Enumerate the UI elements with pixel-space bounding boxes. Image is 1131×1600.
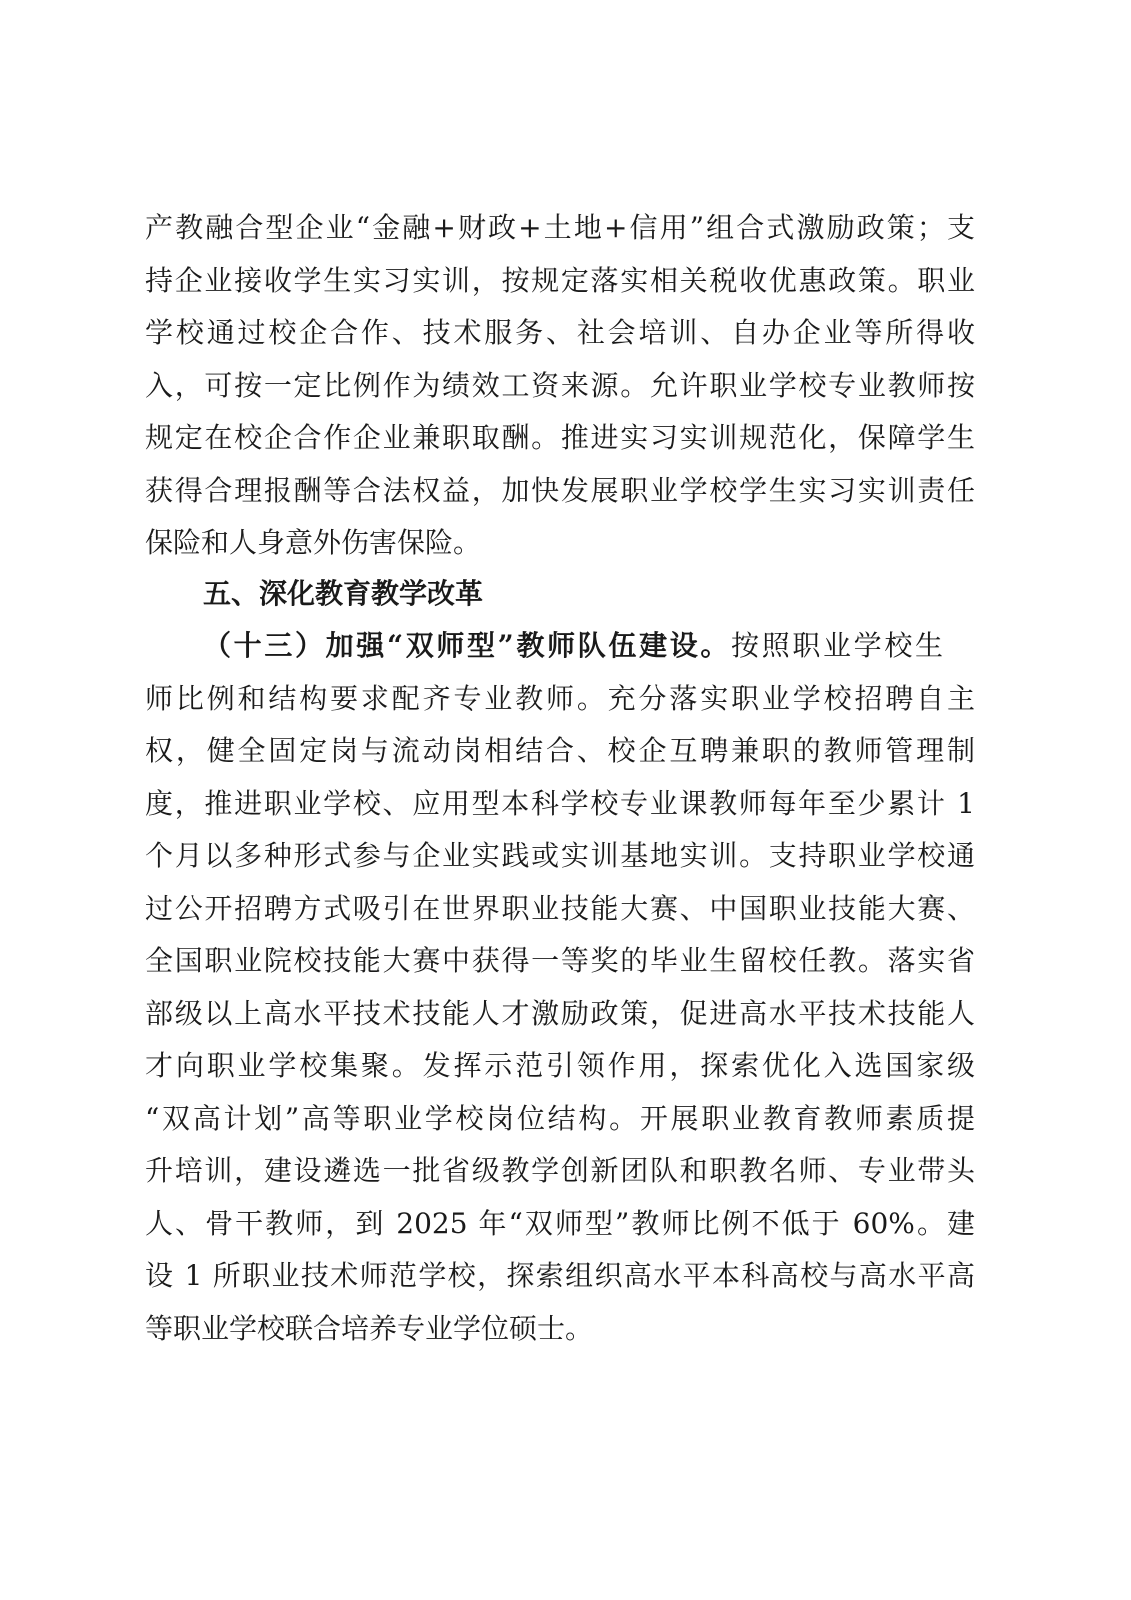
body-text-line: 师比例和结构要求配齐专业教师。充分落实职业学校招聘自主 [145,682,975,715]
body-text-line: 度，推进职业学校、应用型本科学校专业课教师每年至少累计 1 [145,787,975,820]
body-text-line: 全国职业院校技能大赛中获得一等奖的毕业生留校任教。落实省 [145,944,975,977]
body-text-line: 个月以多种形式参与企业实践或实训基地实训。支持职业学校通 [145,839,975,872]
body-text-line: 人、骨干教师，到 2025 年“双师型”教师比例不低于 60%。建 [145,1207,975,1240]
body-text-line: 才向职业学校集聚。发挥示范引领作用，探索优化入选国家级 [145,1049,975,1082]
body-text-line: 权，健全固定岗与流动岗相结合、校企互聘兼职的教师管理制 [145,734,975,767]
body-text-line: “双高计划”高等职业学校岗位结构。开展职业教育教师素质提 [145,1102,975,1135]
body-text-line: 设 1 所职业技术师范学校，探索组织高水平本科高校与高水平高 [145,1259,975,1292]
body-text-line: 持企业接收学生实习实训，按规定落实相关税收优惠政策。职业 [145,264,975,297]
body-text-line: 等职业学校联合培养专业学位硕士。 [145,1312,594,1345]
body-text-line: 入，可按一定比例作为绩效工资来源。允许职业学校专业教师按 [145,369,975,402]
subsection-heading: （十三）加强“双师型”教师队伍建设。 [203,629,732,662]
body-text-line: 获得合理报酬等合法权益，加快发展职业学校学生实习实训责任 [145,474,975,507]
body-text-line: 升培训，建设遴选一批省级教学创新团队和职教名师、专业带头 [145,1154,975,1187]
body-text-line: 学校通过校企合作、技术服务、社会培训、自办企业等所得收 [145,316,975,349]
body-text-line: 部级以上高水平技术技能人才激励政策，促进高水平技术技能人 [145,997,975,1030]
body-text-span: 按照职业学校生 [731,629,943,662]
body-text-line: 过公开招聘方式吸引在世界职业技能大赛、中国职业技能大赛、 [145,892,975,925]
section-heading: 五、深化教育教学改革 [203,577,484,610]
paragraph-first-line [203,618,943,674]
body-text-line: 规定在校企合作企业兼职取酬。推进实习实训规范化，保障学生 [145,421,975,454]
body-text-line: 产教融合型企业“金融+财政+土地+信用”组合式激励政策；支 [145,211,975,244]
body-text-line: 保险和人身意外伤害保险。 [145,526,482,559]
